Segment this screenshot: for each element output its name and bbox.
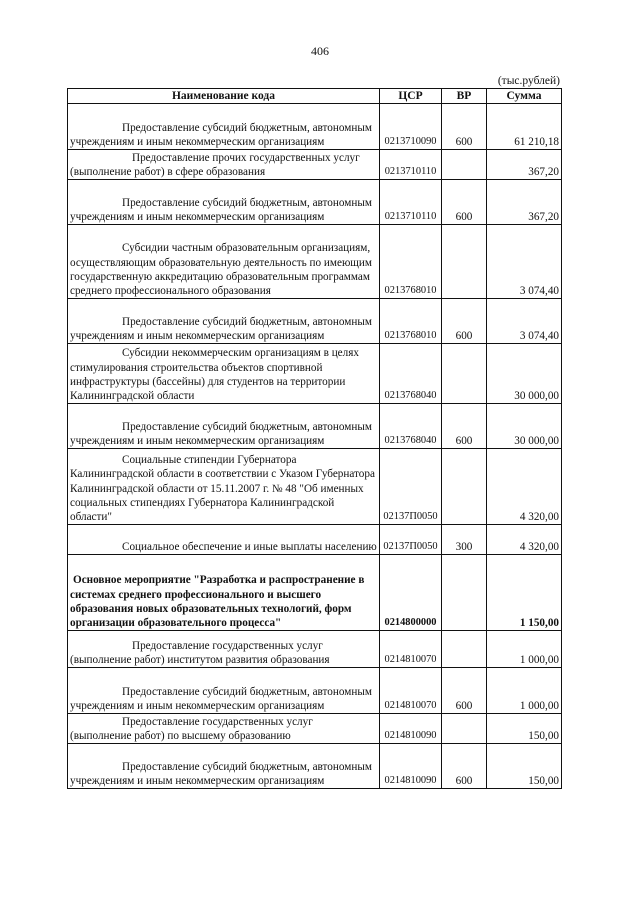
table-row [68,449,562,525]
table-row [68,744,562,789]
row-csr-cell: 0214800000 [380,555,442,631]
table-row [68,180,562,225]
row-name-cell: Предоставление государственных услуг (выполнение работ) институтом развития образования [68,631,380,668]
row-vr-cell [442,555,487,631]
row-sum-cell: 1 000,00 [487,631,562,668]
row-vr-cell [442,150,487,180]
table-row [68,299,562,344]
row-name-cell: Основное мероприятие "Разработка и распространение в системах среднего профессионального и высшего образования новых образовательных технологий, форм организации образовательного процесса" [68,555,380,631]
row-csr-cell: 0213768010 [380,299,442,344]
page-number: 406 [311,44,329,58]
row-sum-cell: 4 320,00 [487,449,562,525]
row-name-cell: Предоставление субсидий бюджетным, автономным учреждениям и иным некоммерческим организациям [68,104,380,150]
row-vr-cell [442,631,487,668]
row-vr-cell: 600 [442,404,487,449]
row-vr-cell [442,225,487,299]
header-sum: Сумма [487,89,562,104]
row-csr-cell: 0214810090 [380,714,442,744]
row-sum-cell: 3 074,40 [487,225,562,299]
row-sum-cell: 150,00 [487,744,562,789]
table-row [68,344,562,404]
row-vr-cell [442,449,487,525]
table-row [68,555,562,631]
row-vr-cell: 300 [442,525,487,555]
table-row [68,668,562,714]
table-row [68,225,562,299]
row-csr-cell: 0214810090 [380,744,442,789]
row-sum-cell: 30 000,00 [487,404,562,449]
row-name-cell: Предоставление государственных услуг (выполнение работ) по высшему образованию [68,714,380,744]
row-csr-cell: 0214810070 [380,668,442,714]
row-vr-cell: 600 [442,299,487,344]
row-csr-cell: 02137П0050 [380,449,442,525]
table-row [68,104,562,150]
row-name-cell: Предоставление субсидий бюджетным, автономным учреждениям и иным некоммерческим организациям [68,668,380,714]
row-vr-cell: 600 [442,668,487,714]
row-vr-cell [442,344,487,404]
row-name-cell: Социальное обеспечение и иные выплаты населению [68,525,380,555]
row-csr-cell: 0213768010 [380,225,442,299]
table-row [68,631,562,668]
row-name-cell: Субсидии частным образовательным организациям, осуществляющим образовательную деятельность по имеющим государственную аккредитацию образовательным программам среднего профессионального образования [68,225,380,299]
row-sum-cell: 367,20 [487,180,562,225]
row-sum-cell: 1 000,00 [487,668,562,714]
row-csr-cell: 0213710110 [380,180,442,225]
header-vr: ВР [442,89,487,104]
row-sum-cell: 61 210,18 [487,104,562,150]
row-sum-cell: 367,20 [487,150,562,180]
table-row [68,404,562,449]
row-name-cell: Социальные стипендии Губернатора Калининградской области в соответствии с Указом Губернатора Калининградской области от 15.11.2007 г. № 48 "Об именных социальных стипендиях Губернатора Калининградской области" [68,449,380,525]
table-row [68,714,562,744]
budget-table [67,88,562,789]
table-header-row [68,89,562,104]
row-vr-cell [442,714,487,744]
row-sum-cell: 1 150,00 [487,555,562,631]
row-name-cell: Субсидии некоммерческим организациям в целях стимулирования строительства объектов спортивной инфраструктуры (бассейны) для студентов на территории Калининградской области [68,344,380,404]
header-csr: ЦСР [380,89,442,104]
row-name-cell: Предоставление субсидий бюджетным, автономным учреждениям и иным некоммерческим организациям [68,180,380,225]
row-sum-cell: 4 320,00 [487,525,562,555]
row-vr-cell: 600 [442,180,487,225]
row-sum-cell: 3 074,40 [487,299,562,344]
row-name-cell: Предоставление субсидий бюджетным, автономным учреждениям и иным некоммерческим организациям [68,744,380,789]
row-sum-cell: 30 000,00 [487,344,562,404]
header-name: Наименование кода [68,89,380,104]
row-csr-cell: 0213710110 [380,150,442,180]
table-row [68,150,562,180]
row-csr-cell: 0213768040 [380,404,442,449]
units-label: (тыс.рублей) [497,75,560,87]
table-row [68,525,562,555]
row-name-cell: Предоставление субсидий бюджетным, автономным учреждениям и иным некоммерческим организациям [68,299,380,344]
row-csr-cell: 02137П0050 [380,525,442,555]
row-name-cell: Предоставление субсидий бюджетным, автономным учреждениям и иным некоммерческим организациям [68,404,380,449]
row-csr-cell: 0213710090 [380,104,442,150]
row-vr-cell: 600 [442,744,487,789]
row-csr-cell: 0214810070 [380,631,442,668]
row-csr-cell: 0213768040 [380,344,442,404]
row-sum-cell: 150,00 [487,714,562,744]
row-name-cell: Предоставление прочих государственных услуг (выполнение работ) в сфере образования [68,150,380,180]
row-vr-cell: 600 [442,104,487,150]
